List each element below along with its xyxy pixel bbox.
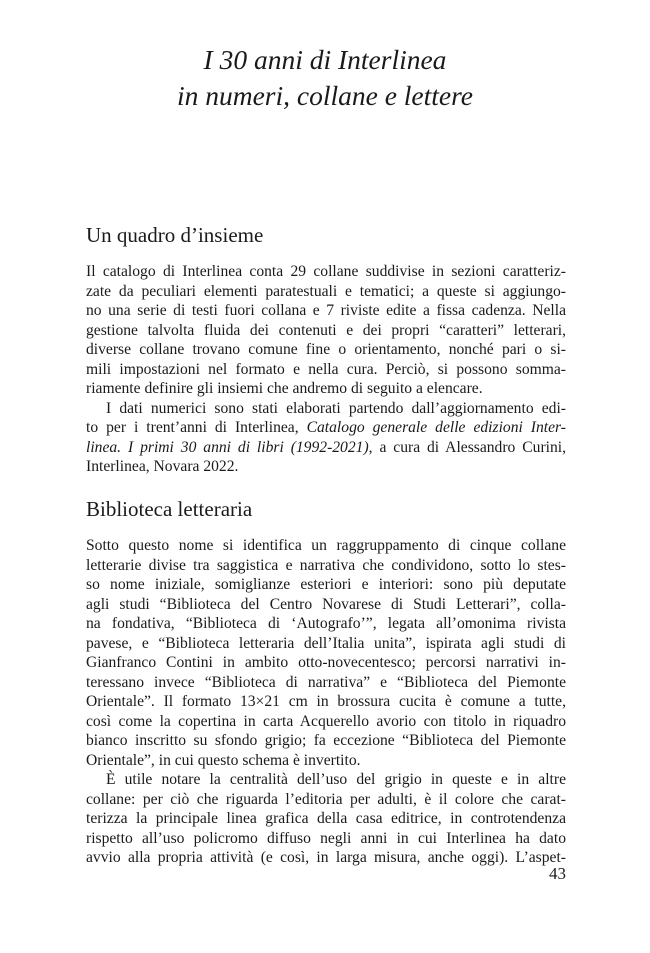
text-run: to per i trent’anni di Interlinea, (86, 419, 307, 436)
text-line: terizza la principale linea grafica della casa editrice, in controtendenza (86, 810, 566, 827)
text-line: pavese, e “Biblioteca letteraria dell’Italia unita”, ispirata agli studi di (86, 634, 566, 652)
paragraph-biblioteca (86, 536, 566, 868)
title-line-1: I 30 anni di Interlinea (203, 44, 447, 75)
text-line: bianco inscritto su sfondo grigio; fa eccezione “Biblioteca del Piemonte (86, 732, 566, 749)
text-line: Interlinea, Novara 2022. (86, 458, 239, 475)
text-run: , a cura di Alessandro Curini, (368, 438, 566, 456)
text-line: na fondativa, “Biblioteca di ‘Autografo’”, legata all’omonima rivista (86, 615, 566, 632)
text-line: riamente definire gli insiemi che andremo di seguito a elencare. (86, 380, 483, 397)
text-line: mili impostazioni nel formato e nella cura. Perciò, si possono somma- (86, 360, 566, 378)
section-heading-biblioteca: Biblioteca letteraria (86, 497, 253, 521)
text-line: Gianfranco Contini in ambito otto-novecentesco; percorsi narrativi in- (86, 654, 566, 671)
text-line: avvio alla propria attività (e così, in larga misura, anche oggi). L’aspet- (86, 849, 566, 866)
text-line: I dati numerici sono stati elaborati partendo dall’aggiornamento edi- (106, 399, 566, 417)
text-line (86, 418, 566, 438)
catalog-title-italic: linea. I primi 30 anni di libri (1992-2021) (86, 438, 369, 456)
text-line: so nome iniziale, somiglianze esteriori e interiori: sono più deputate (86, 576, 566, 593)
text-line: collane: per ciò che riguarda l’editoria per adulti, è il colore che carat- (86, 790, 566, 808)
text-line: gestione talvolta fluida dei contenuti e dei propri “caratteri” letterari, (86, 321, 566, 339)
text-line: no una serie di testi fuori collana e 7 riviste edite a fissa cadenza. Nella (86, 302, 566, 319)
text-line: così come la copertina in carta Acquerello avorio con titolo in riquadro (86, 712, 566, 730)
catalog-title-italic: Catalogo generale delle edizioni Inter- (306, 419, 566, 436)
text-line (86, 438, 566, 458)
text-line: Orientale”. Il formato 13×21 cm in brossura cucita è comune a tutte, (86, 693, 566, 710)
text-line: Orientale”, in cui questo schema è invertito. (86, 751, 361, 769)
text-line: zate da peculiari elementi paratestuali e tematici; a queste si aggiungo- (86, 282, 566, 300)
paragraph-catalog (86, 262, 566, 477)
text-line: Sotto questo nome si identifica un raggruppamento di cinque collane (86, 537, 566, 554)
page-title (0, 42, 650, 114)
title-line-2: in numeri, collane e lettere (176, 80, 474, 111)
section-heading-overview: Un quadro d’insieme (86, 223, 264, 247)
text-line: diverse collane trovano comune fine o orientamento, nonché pari o si- (86, 341, 566, 358)
text-line: agli studi “Biblioteca del Centro Novarese di Studi Letterari”, colla- (86, 595, 566, 613)
text-line: È utile notare la centralità dell’uso del grigio in queste e in altre (106, 771, 566, 788)
text-line: teressano invece “Biblioteca di narrativa” e “Biblioteca del Piemonte (86, 673, 566, 691)
text-line: letterarie divise tra saggistica e narrativa che condividono, sotto lo stes- (86, 556, 566, 574)
text-line: rispetto all’uso policromo diffuso negli anni in cui Interlinea ha dato (86, 829, 566, 847)
page-number: 43 (549, 864, 566, 883)
text-line: Il catalogo di Interlinea conta 29 collane suddivise in sezioni caratteriz- (86, 263, 566, 280)
